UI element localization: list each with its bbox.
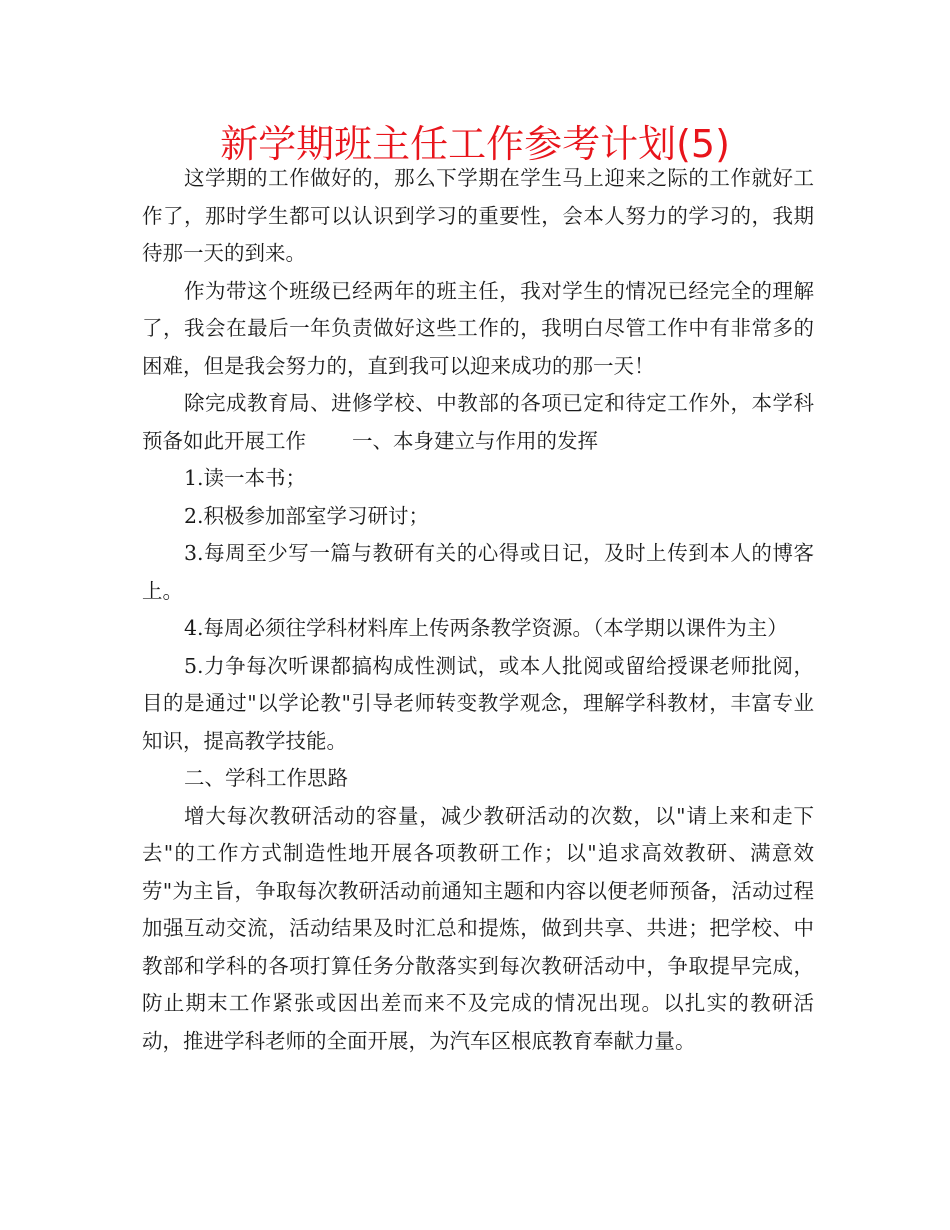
paragraph-work-approach: 增大每次教研活动的容量，减少教研活动的次数，以"请上来和走下去"的工作方式制造性地开展各项教研工作；以"追求高效教研、满意效劳"为主旨，争取每次教研活动前通知主题和内容以便老师预备，活动过程加强互动交流，活动结果及时汇总和提炼，做到共享、共进；把学校、中教部和学科的各项打算任务分散落实到每次教研活动中，争取提早完成，防止期末工作紧张或因出差而来不及完成的情况出现。以扎实的教研活动，推进学科老师的全面开展，为汽车区根底教育奉献力量。 — [142, 803, 814, 1053]
work-scope-text: 除完成教育局、进修学校、中教部的各项已定和待定工作外，本学科预备如此开展工作 — [142, 391, 814, 453]
section-heading-two: 二、学科工作思路 — [184, 766, 348, 790]
list-item-1: 1.读一本书； — [184, 466, 307, 490]
list-item-2: 2.积极参加部室学习研讨； — [184, 503, 430, 528]
paragraph-intro: 这学期的工作做好的，那么下学期在学生马上迎来之际的工作就好工作了，那时学生都可以认识到学习的重要性，会本人努力的学习的，我期待那一天的到来。 — [142, 166, 814, 265]
section-heading-one: 一、本身建立与作用的发挥 — [352, 428, 598, 453]
list-item-4: 4.每周必须往学科材料库上传两条教学资源。（本学期以课件为主） — [184, 616, 788, 640]
paragraph-work-scope — [142, 385, 814, 460]
paragraph-teacher-role: 作为带这个班级已经两年的班主任，我对学生的情况已经完全的理解了，我会在最后一年负责做好这些工作的，我明白尽管工作中有非常多的困难，但是我会努力的，直到我可以迎来成功的那一天！ — [142, 278, 814, 378]
list-item-3: 3.每周至少写一篇与教研有关的心得或日记，及时上传到本人的博客上。 — [142, 541, 814, 603]
document-title: 新学期班主任工作参考计划(5) — [220, 122, 730, 166]
document-body — [142, 160, 814, 1060]
list-item-5: 5.力争每次听课都搞构成性测试，或本人批阅或留给授课老师批阅，目的是通过"以学论教"引导老师转变教学观念，理解学科教材，丰富专业知识，提高教学技能。 — [142, 653, 814, 753]
